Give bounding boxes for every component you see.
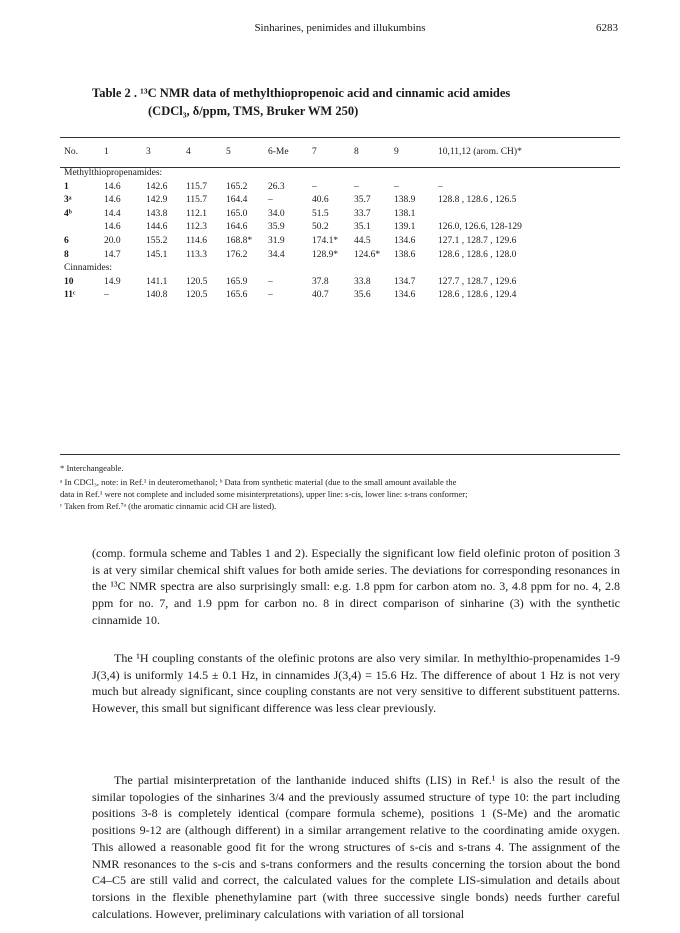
body-paragraph: The partial misinterpretation of the lanthanide induced shifts (LIS) in Ref.¹ is also the result of the similar topologies of the sinharines 3/4 and the previously assumed structure of type 10: the part including positions 3-8 is completely identical (compare formula scheme), positions 1 (S-Me) and the aromatic positions 9-12 are (although different) in a similar arrangement relative to the coordinating amide oxygen. This allowed a reasonable good fit for the wrong structures of s-cis and s-trans 4. The assignment of the NMR resonances to the s-cis and s-trans conformers and the results concerning the torsion about the bond C4–C5 are still valid and correct, the calculated values for the complete LIS-simulation and details about torsions in the flexible phenethylamine part (with three successive single bonds) needs further careful calculations. However, preliminary calculations with variation of all torsional [92,773,620,921]
compound-number: 3ᵃ [64,195,72,206]
shift-value: – [104,290,109,301]
shift-value [438,208,620,222]
table-caption: Table 2 . ¹³C NMR data of methylthiopropenoic acid and cinnamic acid amides [92,86,511,100]
col-header: 6-Me [268,147,289,157]
compound-number: 11ᶜ [64,290,76,301]
shift-value: 174.1* [312,235,339,246]
shift-value: 51.5 [312,208,329,219]
shift-value: 165.9 [226,276,248,287]
shift-value: 128.9* [312,249,339,260]
shift-value: 134.7 [394,276,416,287]
table-footnote: ᶜ Taken from Ref.⁷ᵃ (the aromatic cinnamic acid CH are listed). [60,501,277,511]
shift-value: 112.3 [186,222,208,233]
table-footnote: ᵃ In CDCl₃, note: in Ref.¹ in deuteromethanol; ᵇ Data from synthetic material (due to the small amount available the [60,477,457,487]
group-label: Cinnamides: [64,263,113,274]
shift-value: 141.1 [146,276,168,287]
table-caption-conditions: (CDCl₃, δ/ppm, TMS, Bruker WM 250) [148,104,359,118]
table-bottom-rule [60,454,620,455]
table-group-row [60,262,620,276]
shift-value: 124.6* [354,249,381,260]
compound-number: 1 [64,181,69,192]
shift-value: 20.0 [104,235,121,246]
compound-number: 6 [64,235,69,246]
table-footnote: data in Ref.¹ were not complete and included some misinterpretations), upper line: s-cis, lower line: s-trans conformer; [60,489,468,499]
shift-value: 115.7 [186,195,208,206]
shift-value: 139.1 [394,222,416,233]
shift-value: 140.8 [146,290,168,301]
shift-value: 14.6 [104,222,121,233]
shift-value: 127.1 , 128.7 , 129.6 [438,235,517,246]
compound-number: 8 [64,249,69,260]
table-footnote: * Interchangeable. [60,463,124,473]
shift-value: 33.7 [354,208,371,219]
shift-value: 155.2 [146,235,168,246]
shift-value: – [268,195,273,206]
shift-value: 40.6 [312,195,329,206]
shift-value: 31.9 [268,235,285,246]
table-row [60,221,620,235]
page-number: 6283 [596,22,618,34]
body-paragraph: The ¹H coupling constants of the olefinic protons are also very similar. In methylthio-propenamides 1-9 J(3,4) is uniformly 14.5 ± 0.1 Hz, in cinnamides J(3,4) = 15.6 Hz. The difference of about 1 Hz is not very much but already significant, since coupling constants are not very sensitive to different substituent patterns. However, this small but significant difference was less clear previously. [92,651,620,716]
compound-number: 10 [64,276,74,287]
shift-value: 14.6 [104,195,121,206]
table-group-row [60,167,620,181]
shift-value: 40.7 [312,290,329,301]
shift-value: 165.2 [226,181,248,192]
shift-value: 120.5 [186,276,208,287]
shift-value: 44.5 [354,235,371,246]
shift-value: 134.6 [394,235,416,246]
shift-value: 34.4 [268,249,285,260]
shift-value: – [394,181,399,192]
body-paragraph: (comp. formula scheme and Tables 1 and 2). Especially the significant low field olefinic proton of position 3 is at very similar chemical shift values for both amide series. The deviations for corresponding resonances in the ¹³C NMR spectra are also surprisingly small: e.g. 1.8 ppm for carbon atom no. 3, 4.8 ppm for no. 4, 2.8 ppm for no. 7, and 1.9 ppm for carbon no. 8 in direct comparison of sinharine (3) with the synthetic cinnamide 10. [92,546,620,627]
shift-value: 50.2 [312,222,329,233]
shift-value: 128.6 , 128.6 , 128.0 [438,249,517,260]
table-row [60,276,620,290]
shift-value: 138.1 [394,208,416,219]
shift-value: 14.9 [104,276,121,287]
table-header-row [60,137,620,167]
shift-value: 37.8 [312,276,329,287]
shift-value: 26.3 [268,181,285,192]
shift-value: 35.7 [354,195,371,206]
shift-value: – [268,290,273,301]
shift-value: 126.0, 126.6, 128-129 [438,222,522,233]
shift-value: 115.7 [186,181,208,192]
compound-number [60,221,104,235]
col-header: 9 [394,147,399,157]
shift-value: 35.1 [354,222,371,233]
shift-value: 127.7 , 128.7 , 129.6 [438,276,517,287]
shift-value: 120.5 [186,290,208,301]
shift-value: 165.0 [226,208,248,219]
col-header: 8 [354,147,359,157]
shift-value: 164.6 [226,222,248,233]
table-row [60,194,620,208]
shift-value: 142.6 [146,181,168,192]
shift-value: 128.6 , 128.6 , 129.4 [438,290,517,301]
shift-value: 164.4 [226,195,248,206]
col-header: 3 [146,147,151,157]
shift-value: – [312,181,317,192]
shift-value: 134.6 [394,290,416,301]
running-title: Sinharines, penimides and illukumbins [254,22,426,34]
col-header: 5 [226,147,231,157]
shift-value: 33.8 [354,276,371,287]
shift-value: 176.2 [226,249,248,260]
shift-value: 35.9 [268,222,285,233]
shift-value: 165.6 [226,290,248,301]
shift-value: – [438,181,443,192]
table-row [60,181,620,195]
shift-value: 14.7 [104,249,121,260]
shift-value: 145.1 [146,249,168,260]
shift-value: – [268,276,273,287]
shift-value: 128.8 , 128.6 , 126.5 [438,195,517,206]
col-header: 10,11,12 (arom. CH)* [438,147,522,157]
table-row [60,289,620,303]
table-row [60,235,620,249]
shift-value: 14.6 [104,181,121,192]
shift-value: 35.6 [354,290,371,301]
shift-value: 112.1 [186,208,208,219]
shift-value: – [354,181,359,192]
table-row [60,249,620,263]
shift-value: 14.4 [104,208,121,219]
shift-value: 34.0 [268,208,285,219]
shift-value: 168.8* [226,235,253,246]
shift-value: 138.9 [394,195,416,206]
col-header: 4 [186,147,191,157]
shift-value: 113.3 [186,249,208,260]
shift-value: 142.9 [146,195,168,206]
col-header: No. [64,147,78,157]
col-header: 1 [104,147,109,157]
col-header: 7 [312,147,317,157]
table-row [60,208,620,222]
compound-number: 4ᵇ [64,208,72,219]
shift-value: 114.6 [186,235,208,246]
shift-value: 138.6 [394,249,416,260]
shift-value: 143.8 [146,208,168,219]
group-label: Methylthiopropenamides: [64,168,163,178]
shift-value: 144.6 [146,222,168,233]
nmr-table [60,137,620,303]
